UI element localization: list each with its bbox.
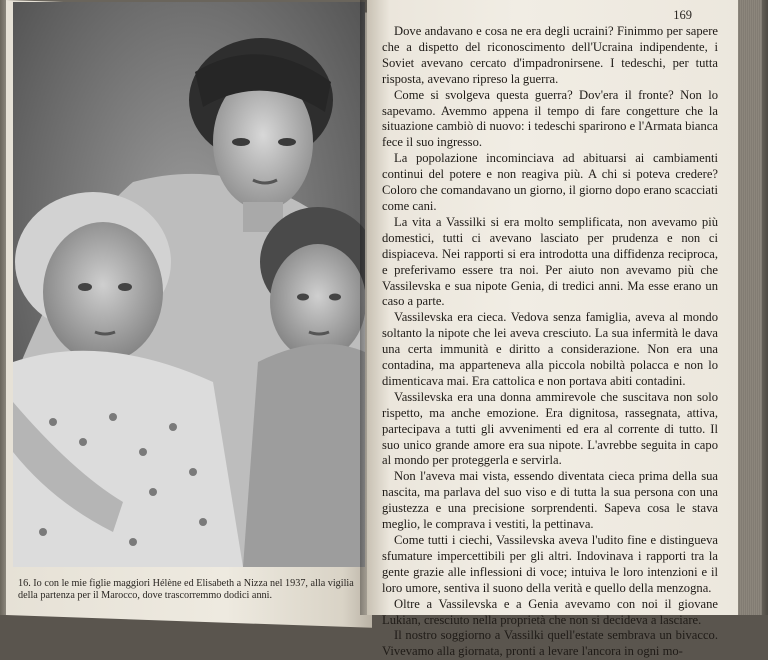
family-photograph: [13, 2, 365, 567]
paragraph: Vassilevska era cieca. Vedova senza famiglia, aveva al mondo soltanto la nipote che lei aveva cresciuto. La sua infermità le dava una certa immunità e diritto a considerazione. Non era una contadina, ma apparteneva alla piccola nobiltà polacca e non lo dimenticava mai. Era cattolica e non portava abiti contadini.: [382, 310, 718, 388]
paragraph: Vassilevska era una donna ammirevole che suscitava non solo rispetto, ma anche emozione. Era dignitosa, rassegnata, attiva, partecipava a tutti gli avvenimenti ed era al corrente di tutto. Il suo unico grande amore era sua nipote. L'avrebbe seguita in capo al mondo per proteggerla e servirla.: [382, 389, 718, 468]
paragraph: Il nostro soggiorno a Vassilki quell'estate sembrava un bivacco. Vivevamo alla giornata, pronti a levare l'ancora in ogni mo-: [382, 628, 718, 659]
paragraph: Come tutti i ciechi, Vassilevska aveva l'udito fine e distingueva sfumature impercettibili per gli altri. Indovinava i rapporti tra la gente grazie alle inflessioni di voce; intuiva le loro intenzioni e il loro umore, sentiva il suono della verità e quello della menzogna.: [382, 533, 718, 595]
page-edges: [738, 0, 762, 615]
paragraph: Oltre a Vassilevska e a Genia avevamo con noi il giovane Lukian, cresciuto nella proprietà che non si decideva a lasciare.: [382, 596, 718, 627]
photo-caption: [18, 578, 363, 603]
page-number: 169: [673, 8, 692, 22]
caption-number: 16.: [18, 578, 31, 589]
paragraph: Come si svolgeva questa guerra? Dov'era il fronte? Non lo sapevamo. Avemmo appena il tempo di fare congetture che la situazione cambiò di nuovo: i tedeschi sparirono e l'Armata bianca fece il suo ingresso.: [382, 87, 718, 150]
paragraph: La vita a Vassilki si era molto semplificata, non avevamo più domestici, tutti ci avevano lasciato per prudenza e non ci dispiaceva. Nei rapporti si era introdotta una diffidenza reciproca, e preferivamo essere tra noi. Per aiuto non avevamo più che Vassilevska e sua nipote Genia, di tredici anni. Ma esse erano un caso a parte.: [382, 214, 718, 309]
paragraph: Dove andavano e cosa ne era degli ucraini? Finimmo per sapere che a dispetto del riconoscimento dell'Ucraina indipendente, i Soviet avevano cercato d'impadronirsene. I tedeschi, per tutta risposta, avevano ripreso la guerra.: [382, 24, 718, 86]
paragraph: La popolazione incominciava ad abituarsi ai cambiamenti continui del potere e non reagiva più. A chi si poteva credere? Coloro che comandavano un giorno, il giorno dopo erano scacciati come cani.: [382, 151, 718, 213]
paragraph: Non l'aveva mai vista, essendo diventata cieca prima della sua nascita, ma parlava del suo viso e di tutta la sua persona con una giustezza e una precisione sorprendenti. Sapeva cosa le stava meglio, le comprava i vestiti, la pettinava.: [382, 469, 718, 532]
caption-text: Io con le mie figlie maggiori Hélène ed Elisabeth a Nizza nel 1937, alla vigilia della partenza per il Marocco, dove trascorremmo dodici anni.: [18, 578, 354, 602]
body-text: [382, 24, 718, 660]
